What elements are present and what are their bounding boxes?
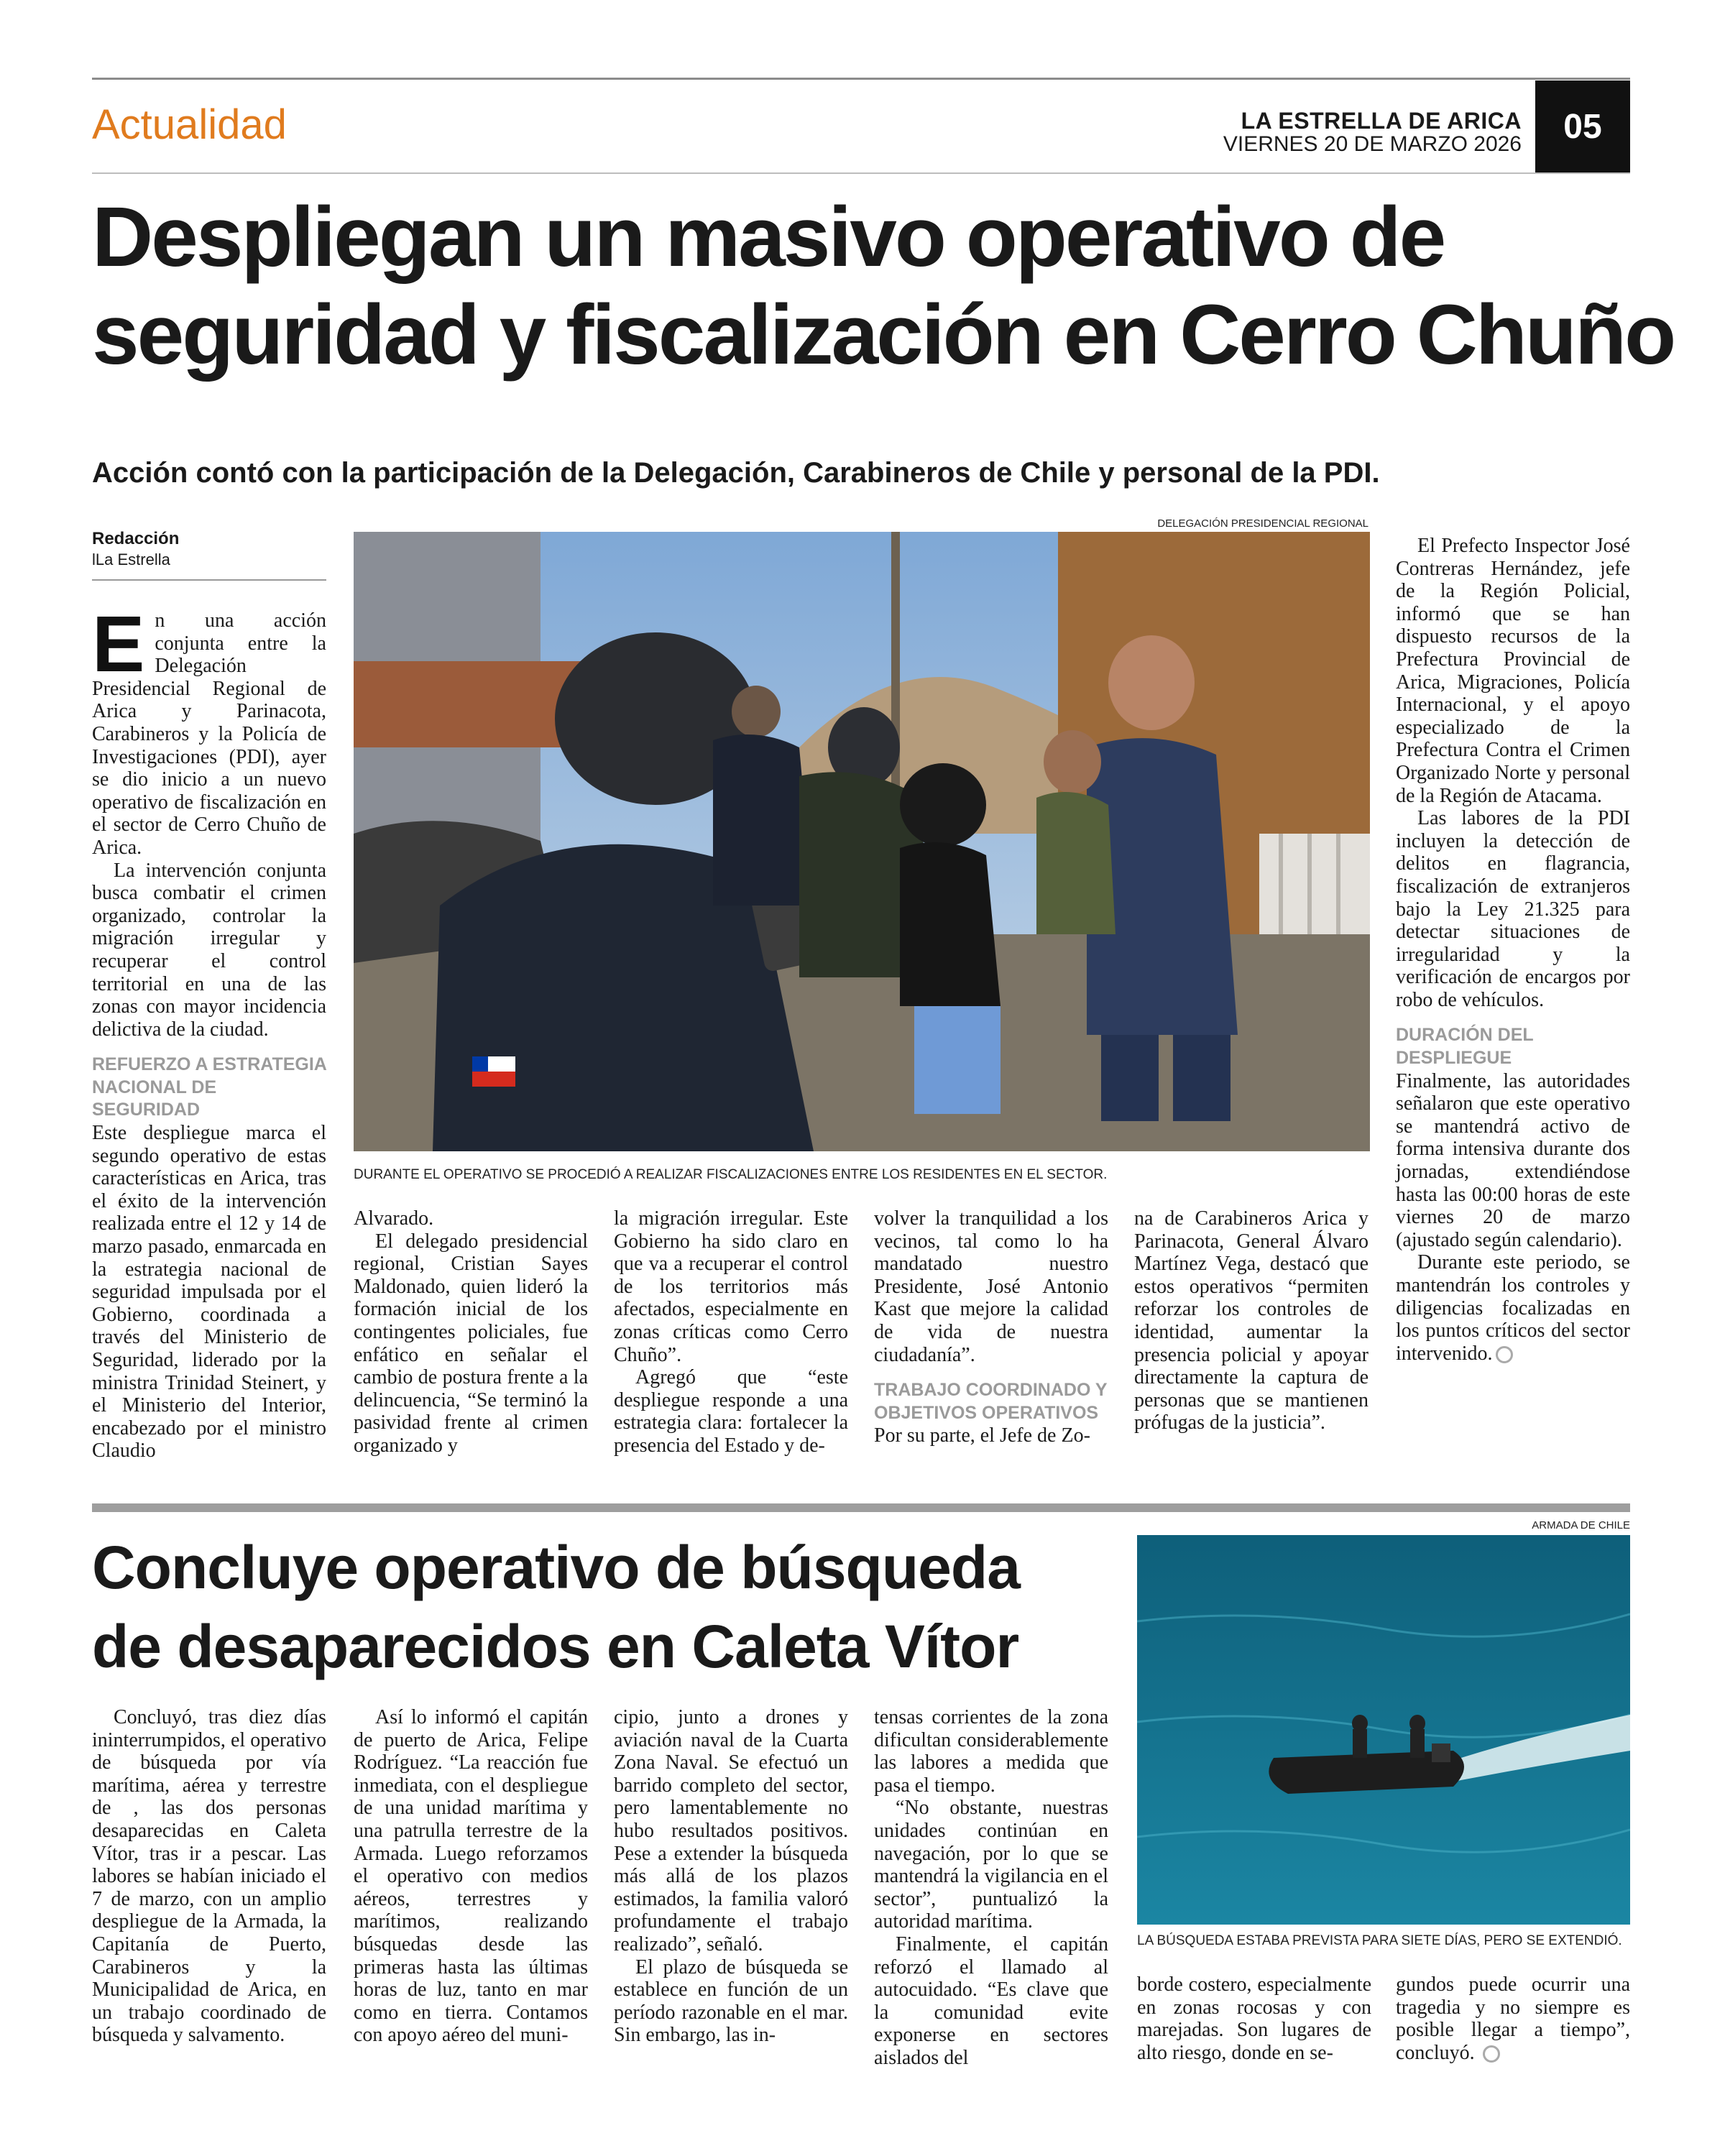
article1-subtitle-refuerzo: REFUERZO A ESTRATEGIA NACIONAL DE SEGURIDAD — [92, 1054, 326, 1120]
article-divider — [92, 1503, 1630, 1512]
article1-col2-paragraph-2: El delegado presidencial regional, Cristian Sayes Maldonado, quien lideró la formación inicial de los contingentes policiales, fue enfático en señalar el cambio de postura frente a la delincuencia, “Se terminó la pasividad frente al crimen organizado y — [354, 1230, 588, 1457]
article1-col6-paragraph-4 — [1396, 1251, 1630, 1365]
article1-headline — [92, 188, 1675, 384]
article1-col4-paragraph-2: Por su parte, el Jefe de Zo- — [874, 1424, 1090, 1447]
byline-name: Redacción — [92, 529, 180, 548]
article1-col3-paragraph-2: Agregó que “este despliegue responde a una estrategia clara: fortalecer la presencia del Estado y de- — [614, 1366, 848, 1457]
article2-col4-paragraph-2: “No obstante, nuestras unidades continúan en navegación, por lo que se mantendrá la vigilancia en el sector”, puntualizó la autoridad marítima. — [874, 1797, 1108, 1933]
article1-col1-paragraph-2: La intervención conjunta busca combatir el crimen organizado, controlar la migración irregular y recuperar el control territorial en una de las zonas con mayor incidencia delictiva de la ciudad. — [92, 859, 326, 1041]
page-number: 05 — [1535, 80, 1630, 172]
article2-col4-paragraph-3: Finalmente, el capitán reforzó el llamado al autocuidado. “Es clave que la comunidad evite exponerse en sectores aislados del — [874, 1932, 1108, 2069]
article1-column-2 — [354, 1207, 588, 1457]
article1-col6-paragraph-1: El Prefecto Inspector José Contreras Hernández, jefe de la Región Policial, informó que se han dispuesto recursos de la Prefectura Provincial de Arica, Migraciones, Policía Internacional, y el apoyo especializado de la Prefectura Contra el Crimen Organizado Norte y personal de la Región de Atacama. — [1396, 535, 1630, 807]
article2-column-4 — [874, 1706, 1108, 2070]
article2-col1-paragraph-1: Concluyó, tras diez días ininterrumpidos, el operativo de búsqueda por vía marítima, aérea y terrestre de , las dos personas desaparecidas en Caleta Vítor, tras ir a pescar. Las labores se habían iniciado el 7 de marzo, con un amplio despliegue de la Armada, la Capitanía de Puerto, Carabineros y la Municipalidad de Arica, en un trabajo coordinado de búsqueda y salvamento. — [92, 1706, 326, 2047]
article1-column-6 — [1396, 535, 1630, 1365]
article1-photo-credit: DELEGACIÓN PRESIDENCIAL REGIONAL — [1157, 517, 1368, 530]
article2-column-3 — [614, 1706, 848, 2047]
byline-rule — [92, 579, 326, 581]
article2-column-1 — [92, 1706, 326, 2047]
end-mark-icon — [1496, 1346, 1513, 1363]
article1-col6-p4-text: Durante este periodo, se mantendrán los controles y diligencias focalizadas en los puntos críticos del sector intervenido. — [1396, 1251, 1630, 1365]
article1-subtitle-duracion: DURACIÓN DEL DESPLIEGUE — [1396, 1025, 1534, 1069]
article2-col4-paragraph-1: tensas corrientes de la zona dificultan considerablemente las labores a medida que pasa el tiempo. — [874, 1706, 1108, 1797]
article1-col1-p1-text: n una acción conjunta entre la Delegación Presidencial Regional de Arica y Parinacota, Carabineros y la Policía de Investigaciones (PDI), ayer se dio inicio a un nuevo operativo de fiscalización en el sector de Cerro Chuño de Arica. — [92, 609, 326, 859]
header-top-rule — [92, 78, 1630, 80]
article1-column-5 — [1134, 1207, 1368, 1434]
article1-photo-caption: DURANTE EL OPERATIVO SE PROCEDIÓ A REALIZAR FISCALIZACIONES ENTRE LOS RESIDENTES EN EL SECTOR. — [354, 1167, 1108, 1182]
article1-photo — [354, 532, 1370, 1151]
article1-headline-line1: Despliegan un masivo operativo de — [92, 190, 1445, 285]
article1-col1-paragraph-1 — [92, 600, 326, 860]
end-mark-icon — [1483, 2045, 1500, 2063]
article2-column-6 — [1396, 1973, 1630, 2064]
article1-col3-paragraph-1: la migración irregular. Este Gobierno ha sido claro en que va a recuperar el control de los territorios más afectados, especialmente en zonas críticas como Cerro Chuño”. — [614, 1207, 848, 1366]
sea-boat-photo-illustration — [1137, 1535, 1630, 1925]
article2-col5-paragraph-1: borde costero, especialmente en zonas rocosas y con marejadas. Son lugares de alto riesgo, donde en se- — [1137, 1973, 1371, 2064]
article2-col3-paragraph-2: El plazo de búsqueda se establece en función de un período razonable en el mar. Sin embargo, las in- — [614, 1955, 848, 2047]
article1-col6-paragraph-3: Finalmente, las autoridades señalaron que este operativo se mantendrá activo de forma intensiva durante dos jornadas, extendiéndose hasta las 00:00 horas de este viernes 20 de marzo (ajustado según calendario). — [1396, 1069, 1630, 1251]
article2-col2-paragraph-1: Así lo informó el capitán de puerto de Arica, Felipe Rodríguez. “La reacción fue inmediata, con el despliegue de una unidad marítima y una patrulla terrestre de la Armada. Luego reforzamos el operativo con medios aéreos, terrestres y marítimos, realizando búsquedas desde las primeras hasta las últimas horas de luz, tanto en mar como en tierra. Contamos con apoyo aéreo del muni- — [354, 1706, 588, 2047]
article1-column-1 — [92, 600, 326, 1462]
article1-subtitle-trabajo: TRABAJO COORDINADO Y OBJETIVOS OPERATIVOS — [874, 1380, 1108, 1423]
header-bottom-rule — [92, 172, 1630, 174]
article2-headline — [92, 1528, 1020, 1686]
article2-col6-paragraph-1 — [1396, 1973, 1630, 2064]
publication-date: VIERNES 20 DE MARZO 2026 — [1223, 132, 1522, 156]
article1-col2-paragraph-1: Alvarado. — [354, 1207, 434, 1230]
article2-col3-paragraph-1: cipio, junto a drones y aviación naval de la Cuarta Zona Naval. Se efectuó un barrido completo del sector, pero lamentablemente no hubo resultados positivos. Pese a extender la búsqueda más allá de los plazos estimados, la familia valoró profundamente el trabajo realizado”, señaló. — [614, 1706, 848, 1955]
article1-headline-line2: seguridad y fiscalización en Cerro Chuño — [92, 287, 1675, 382]
article1-subhead: Acción contó con la participación de la Delegación, Carabineros de Chile y personal de la PDI. — [92, 457, 1380, 489]
article1-col1-paragraph-3: Este despliegue marca el segundo operativo de estas características en Arica, tras el éxito de la intervención realizada entre el 12 y 14 de marzo pasado, enmarcada en la estrategia nacional de seguridad impulsada por el Gobierno, coordinada a través del Ministerio de Seguridad, liderado por la ministra Trinidad Steinert, y el Ministerio del Interior, encabezado por el ministro Claudio — [92, 1122, 326, 1462]
newspaper-name: LA ESTRELLA DE ARICA — [1241, 108, 1522, 134]
byline-source: lLa Estrella — [92, 550, 170, 568]
operation-photo-illustration — [354, 532, 1370, 1151]
article1-col4-paragraph-1: volver la tranquilidad a los vecinos, tal como lo ha mandatado nuestro Presidente, José Antonio Kast que mejore la calidad de vida de nuestra ciudadanía”. — [874, 1207, 1108, 1366]
article1-col6-paragraph-2: Las labores de la PDI incluyen la detección de delitos en flagrancia, fiscalización de extranjeros bajo la Ley 21.325 para detectar situaciones de irregularidad y la verificación de encargos por robo de vehículos. — [1396, 807, 1630, 1011]
section-label: Actualidad — [92, 101, 287, 148]
article2-headline-line1: Concluye operativo de búsqueda — [92, 1534, 1020, 1601]
article1-column-3 — [614, 1207, 848, 1457]
article1-col5-paragraph-1: na de Carabineros Arica y Parinacota, General Álvaro Martínez Vega, destacó que estos operativos “permiten reforzar los controles de identidad, aumentar la presencia policial y apoyar directamente la captura de personas que se mantienen prófugas de la justicia”. — [1134, 1207, 1368, 1434]
article2-column-2 — [354, 1706, 588, 2047]
article2-col6-p1-text: gundos puede ocurrir una tragedia y no siempre es posible llegar a tiempo”, concluyó. — [1396, 1973, 1630, 2064]
article2-photo — [1137, 1535, 1630, 1925]
article2-headline-line2: de desaparecidos en Caleta Vítor — [92, 1613, 1019, 1680]
dropcap: E — [92, 600, 145, 688]
article2-photo-credit: ARMADA DE CHILE — [1532, 1519, 1630, 1531]
article1-column-4 — [874, 1207, 1108, 1447]
article2-photo-caption: LA BÚSQUEDA ESTABA PREVISTA PARA SIETE DÍAS, PERO SE EXTENDIÓ. — [1137, 1933, 1622, 1948]
article2-column-5 — [1137, 1973, 1371, 2064]
